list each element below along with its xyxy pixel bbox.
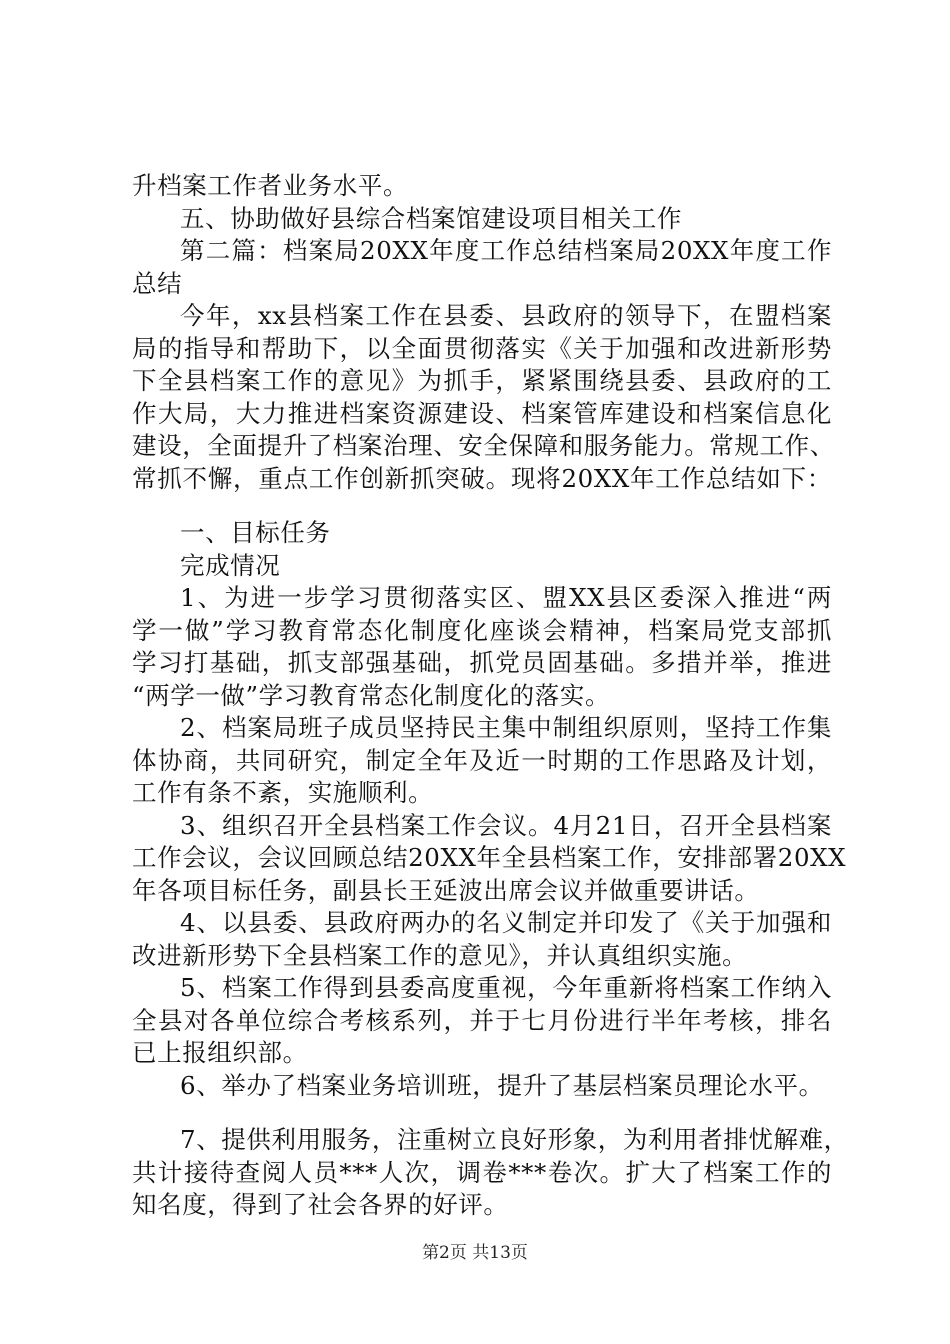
page-number-footer: 第2页 共13页 bbox=[422, 1243, 528, 1263]
text-line: 局的指导和帮助下，以全面贯彻落实《关于加强和改进新形势 bbox=[132, 333, 832, 363]
text-line: 6、举办了档案业务培训班，提升了基层档案员理论水平。 bbox=[180, 1070, 824, 1100]
text-line: 下全县档案工作的意见》为抓手，紧紧围绕县委、县政府的工 bbox=[132, 366, 832, 395]
article-title-continued: 总结 bbox=[132, 268, 183, 298]
text-line: 工作会议，会议回顾总结20XX年全县档案工作，安排部署20XX bbox=[132, 843, 847, 872]
text-line: 全县对各单位综合考核系列，并于七月份进行半年考核，排名 bbox=[132, 1005, 832, 1035]
section-heading: 一、目标任务 bbox=[180, 518, 331, 547]
text-line: 已上报组织部。 bbox=[132, 1038, 308, 1067]
text-line: 建设，全面提升了档案治理、安全保障和服务能力。常规工作、 bbox=[132, 431, 835, 460]
text-line: 改进新形势下全县档案工作的意见》，并认真组织实施。 bbox=[132, 940, 748, 970]
text-line: 工作有条不紊，实施顺利。 bbox=[132, 778, 434, 807]
article-title: 第二篇：档案局20XX年度工作总结档案局20XX年度工作 bbox=[180, 236, 832, 265]
text-line: 年各项目标任务，副县长王延波出席会议并做重要讲话。 bbox=[132, 875, 760, 905]
text-line: 升档案工作者业务水平。 bbox=[132, 171, 409, 200]
text-line: “两学一做”学习教育常态化制度化的落实。 bbox=[132, 680, 611, 710]
paragraph-gap bbox=[132, 1102, 832, 1124]
text-line: 作大局，大力推进档案资源建设、档案管库建设和档案信息化 bbox=[132, 398, 832, 428]
text-line: 常抓不懈，重点工作创新抓突破。现将20XX年工作总结如下： bbox=[132, 463, 832, 493]
text-line: 2、档案局班子成员坚持民主集中制组织原则，坚持工作集 bbox=[180, 713, 832, 742]
text-line: 学习打基础，抓支部强基础，抓党员固基础。多措并举，推进 bbox=[132, 648, 832, 677]
text-line: 体协商，共同研究，制定全年及近一时期的工作思路及计划， bbox=[132, 745, 832, 775]
text-line: 5、档案工作得到县委高度重视，今年重新将档案工作纳入 bbox=[180, 973, 832, 1002]
text-line: 今年，xx县档案工作在县委、县政府的领导下，在盟档案 bbox=[180, 301, 832, 330]
section-subheading: 完成情况 bbox=[180, 550, 281, 580]
section-heading: 五、协助做好县综合档案馆建设项目相关工作 bbox=[180, 203, 682, 233]
text-line: 4、以县委、县政府两办的名义制定并印发了《关于加强和 bbox=[180, 908, 832, 937]
text-line: 7、提供利用服务，注重树立良好形象，为利用者排忧解难， bbox=[180, 1125, 849, 1154]
text-line: 知名度，得到了社会各界的好评。 bbox=[132, 1190, 509, 1219]
text-line: 3、组织召开全县档案工作会议。4月21日，召开全县档案 bbox=[180, 810, 832, 840]
document-body bbox=[132, 170, 849, 1222]
text-line: 共计接待查阅人员***人次，调卷***卷次。扩大了档案工作的 bbox=[132, 1157, 832, 1187]
text-line: 学一做”学习教育常态化制度化座谈会精神，档案局党支部抓 bbox=[132, 615, 832, 645]
text-line: 1、为进一步学习贯彻落实区、盟XX县区委深入推进“两 bbox=[180, 583, 832, 612]
paragraph-gap bbox=[132, 495, 832, 517]
